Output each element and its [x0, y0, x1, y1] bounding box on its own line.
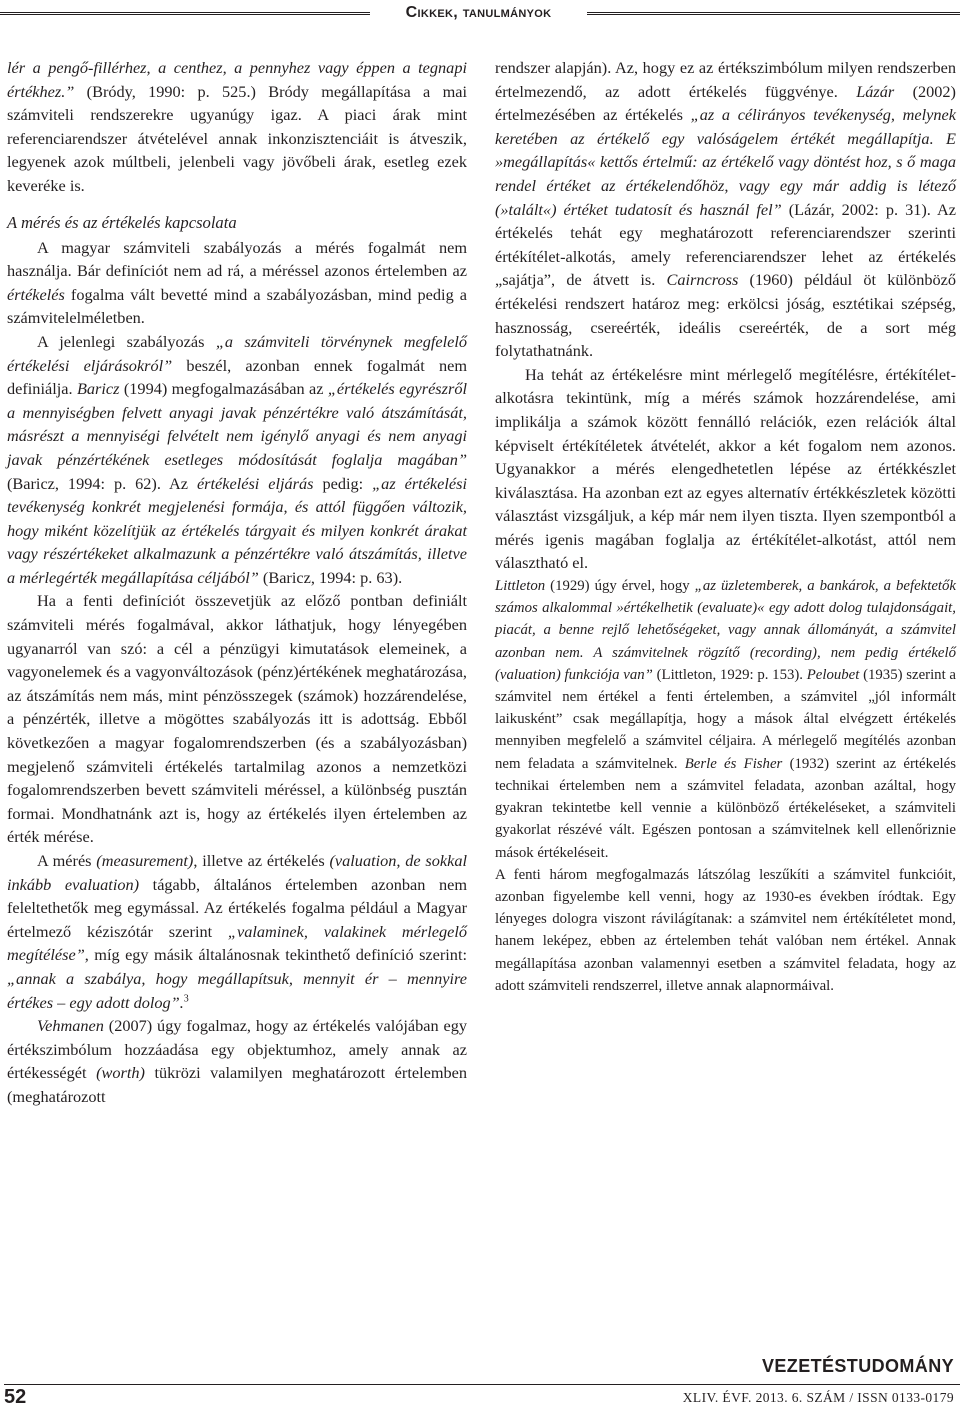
- header-rule-right: [587, 12, 960, 15]
- paragraph: rendszer alapján). Az, hogy ez az értékszimbólum milyen rendszerben értelmezendő, az adott értékelés függvénye. Lázár (2002) értelmezésében az értékelés „az a célirányos tevékenység, melynek keretében az értékelő egy valóságelem értékét megállapítja. E »megállapítás« kettős értelmű: az értékelő vagy döntést hoz, s ő maga rendel értéket az értékelendőhöz, vagy egy már addig is létező (»talált«) értéket tudatosít és használ fel” (Lázár, 2002: p. 31). Az értékelés tehát egy meghatározott referenciarendszer szerinti értékítélet-alkotás, amely referenciarendszer lehet az értékelés „sajátja”, de átvett is. Cairncross (1960) például öt különböző értékelési rendszert határoz meg: erkölcsi jóság, esztétikai szépség, hasznosság, csereérték, ideális csereérték, de a sort még folytathatnánk.: [495, 58, 956, 361]
- paragraph: Ha a fenti definíciót összevetjük az előző pontban definiált számviteli mérés fogalmával, akkor láthatjuk, hogy lényegében ugyanarról van szó: a cél a pénzügyi kimutatások elemeinek, a vagyonelemek és a vagyonváltozások (pénz)értékének meghatározása, az átszámítás nem más, mint pénzösszegek (számok) hozzárendelése, a pénzérték, illetve a mögöttes szabályozás itt is adottság. Ebből következően a magyar fogalomrendszerben (és a szabályozásban) megjelenő számviteli értékelés tartalmilag azonos a nemzetközi fogalomrendszerben bevett számviteli méréssel, a különbség pusztán formai. Mondhatnánk azt is, hogy az értékelés ilyen értelemben az érték mérése.: [7, 591, 467, 847]
- footer-rule: [4, 1384, 960, 1385]
- paragraph: A mérés (measurement), illetve az értékelés (valuation, de sokkal inkább evaluation) tágabb, általános értelemben azonban nem feleltethetők meg egymással. Az értékelés fogalma például a Magyar értelmező kéziszótár szerint „valaminek, valakinek mérlegelő megítélése”, míg egy másik általánosnak tekinthető definíció szerint: „annak a szabálya, hogy megállapítsuk, mennyit ér – mennyire értékes – egy adott dolog”.$^3$: [7, 851, 467, 1012]
- block-quote: Littleton (1929) úgy érvel, hogy „az üzletemberek, a bankárok, a befektetők számos alkalommal »értékelhetik (evaluate)« egy adott dolog tulajdonságait, piacát, a benne rejlő lehetőségeket, vagy annak állományát, a számvitel azonban nem. A számvitelnek rögzítő (recording), nem pedig értékelő (valuation) funkciója van” (Littleton, 1929: p. 153). Peloubet (1935) szerint a számvitel nem értékel a fenti értelemben, a számvitel „jól informált laikusként” csak megállapítja, hogy a mások által elvégzett értékelés mennyiben megfelelő a számvitel céljaira. A mérlegelő megítélés azonban nem feladata a számvitelnek. Berle és Fisher (1932) szerint az értékelés technikai értelemben nem a számvitel feladata, azonban azáltal, hogy gyakran tekintetbe kell vennie a különböző értékeléseket, a számviteli gyakorlat részévé vált. Egészen pontosan a számvitelnek kell ellenőriznie mások értékeléseit.: [495, 578, 956, 861]
- header-rule-left: [0, 12, 370, 15]
- section-title: Cikkek, tanulmányok: [405, 4, 552, 21]
- running-header: [0, 4, 960, 24]
- section-heading: A mérés és az értékelés kapcsolata: [7, 212, 237, 232]
- footnote-marker: 3: [183, 993, 189, 1005]
- paragraph: A magyar számviteli szabályozás a mérés fogalmát nem használja. Bár definíciót nem ad rá, a méréssel azonos értelemben az értékelés fogalma vált bevetté mind a szabályozásban, mind pedig a számvitelelméletben.: [7, 237, 467, 328]
- paragraph: A jelenlegi szabályozás „a számviteli törvénynek megfelelő értékelési eljárásokról” beszél, azonban ennek fogalmát nem definiálja. Baricz (1994) megfogalmazásában az „értékelés egyrészről a mennyiségben felvett anyagi javak pénzértékre való átszámítását, másrészt a mennyiségi felvételt nem igénylő anyagi és nem anyagi javak pénzértékének esetleges módosítását foglalja magában” (Baricz, 1994: p. 62). Az értékelési eljárás pedig: „az értékelési tevékenység konkrét megjelenési formája, és attól függően változik, hogy miként közelítjük az értékelés tárgyait és milyen konkrét árakat vagy részértékeket alkalmazunk a pénzértékre való átszámítás, illetve a mérlegérték megállapítása céljából” (Baricz, 1994: p. 63).: [7, 331, 468, 587]
- issue-info: XLIV. ÉVF. 2013. 6. SZÁM / ISSN 0133-0179: [682, 1390, 954, 1405]
- left-column: [7, 56, 467, 1109]
- right-column: [495, 56, 956, 997]
- paragraph: Vehmanen (2007) úgy fogalmaz, hogy az értékelés valójában egy értékszimbólum hozzáadása egy objektumhoz, amely annak az értékességét (worth) tükrözi valamilyen meghatározott értelemben (meghatározott: [7, 1016, 467, 1106]
- page-number: 52: [4, 1386, 27, 1408]
- closing-paragraph: A fenti három megfogalmazás látszólag leszűkíti a számvitel funkcióit, azonban figyelembe kell venni, hogy az 1930-es években íródtak. Egy lényeges dologra viszont rávilágítanak: a számvitel nem értékítéletet mond, hanem leképez, ebben az értelemben tehát valóban nem értékel. Annak megállapítása azonban valamennyi esetben a számvitel feladata, hogy az adott számviteli rendszerrel, illetve annak alapnormáival.: [495, 866, 956, 994]
- journal-name: VEZETÉSTUDOMÁNY: [761, 1356, 954, 1376]
- paragraph: lér a pengő-fillérhez, a centhez, a pennyhez vagy éppen a tegnapi értékhez.” (Bródy, 1990: p. 525.) Bródy megállapítása a mai számviteli rendszerekre ugyanúgy igaz. A piaci árak mint referenciarendszer átvételével annak inkonzisztenciáit is átveszik, legyenek azok múltbeli, jelenbeli vagy jövőbeli árak, esetleg ezek keveréke is.: [7, 58, 467, 195]
- paragraph: Ha tehát az értékelésre mint mérlegelő megítélésre, értékítélet-alkotásra tekintünk, míg a mérés számok hozzárendelése, ami implikálja a számok között fennálló relációk, ezen relációk által képviselt értékítéletek átvételét, akkor a két fogalom nem azonos. Ugyanakkor a mérés elengedhetetlen lépése az értékkészlet kiválasztása. Ha azonban ezt az egyes alternatív értékkészletek közötti választást vizsgáljuk, a kép már nem ilyen tiszta. Ilyen szempontból a mérés igenis magában foglalja az értékítélet-alkotást, attól nem választható el.: [495, 364, 956, 573]
